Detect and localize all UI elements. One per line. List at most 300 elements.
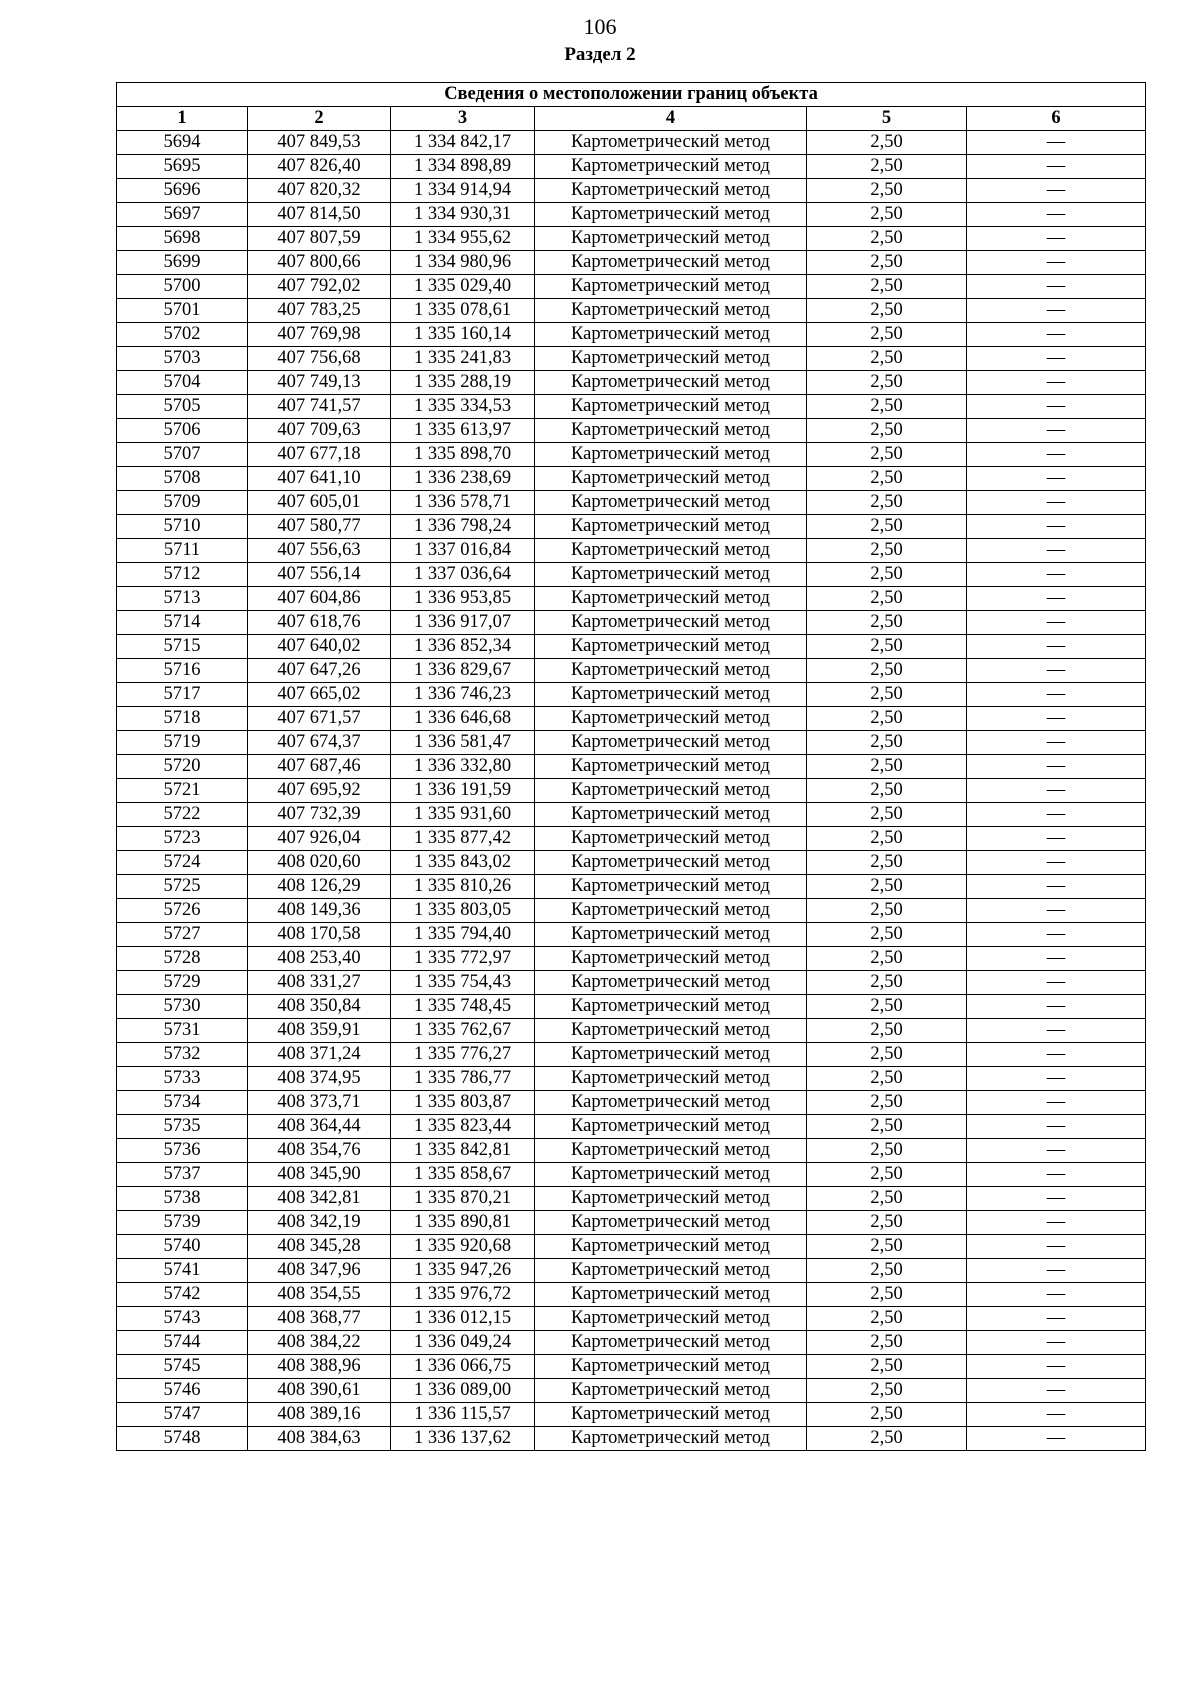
point-number-cell: 5710 — [117, 515, 248, 539]
method-cell: Картометрический метод — [535, 1355, 807, 1379]
description-cell: — — [967, 1187, 1146, 1211]
point-number-cell: 5724 — [117, 851, 248, 875]
x-coordinate-cell: 407 820,32 — [248, 179, 391, 203]
accuracy-cell: 2,50 — [807, 875, 967, 899]
accuracy-cell: 2,50 — [807, 179, 967, 203]
table-row — [117, 683, 1146, 707]
method-cell: Картометрический метод — [535, 371, 807, 395]
description-cell: — — [967, 227, 1146, 251]
y-coordinate-cell: 1 336 191,59 — [391, 779, 535, 803]
description-cell: — — [967, 419, 1146, 443]
page-number: 106 — [583, 14, 617, 39]
point-number-cell: 5716 — [117, 659, 248, 683]
accuracy-cell: 2,50 — [807, 443, 967, 467]
method-cell: Картометрический метод — [535, 923, 807, 947]
accuracy-cell: 2,50 — [807, 971, 967, 995]
x-coordinate-cell: 408 388,96 — [248, 1355, 391, 1379]
point-number-cell: 5735 — [117, 1115, 248, 1139]
table-row — [117, 947, 1146, 971]
y-coordinate-cell: 1 334 842,17 — [391, 131, 535, 155]
y-coordinate-cell: 1 336 332,80 — [391, 755, 535, 779]
y-coordinate-cell: 1 336 049,24 — [391, 1331, 535, 1355]
accuracy-cell: 2,50 — [807, 923, 967, 947]
x-coordinate-cell: 407 926,04 — [248, 827, 391, 851]
x-coordinate-cell: 408 020,60 — [248, 851, 391, 875]
description-cell: — — [967, 683, 1146, 707]
point-number-cell: 5747 — [117, 1403, 248, 1427]
table-row — [117, 659, 1146, 683]
method-cell: Картометрический метод — [535, 395, 807, 419]
table-row — [117, 827, 1146, 851]
table-row — [117, 395, 1146, 419]
description-cell: — — [967, 1355, 1146, 1379]
description-cell: — — [967, 707, 1146, 731]
method-cell: Картометрический метод — [535, 539, 807, 563]
method-cell: Картометрический метод — [535, 1139, 807, 1163]
table-row — [117, 1091, 1146, 1115]
x-coordinate-cell: 407 769,98 — [248, 323, 391, 347]
y-coordinate-cell: 1 335 890,81 — [391, 1211, 535, 1235]
x-coordinate-cell: 407 749,13 — [248, 371, 391, 395]
x-coordinate-cell: 408 384,22 — [248, 1331, 391, 1355]
x-coordinate-cell: 407 671,57 — [248, 707, 391, 731]
table-row — [117, 1019, 1146, 1043]
method-cell: Картометрический метод — [535, 419, 807, 443]
y-coordinate-cell: 1 335 898,70 — [391, 443, 535, 467]
accuracy-cell: 2,50 — [807, 611, 967, 635]
method-cell: Картометрический метод — [535, 1211, 807, 1235]
y-coordinate-cell: 1 335 029,40 — [391, 275, 535, 299]
y-coordinate-cell: 1 335 776,27 — [391, 1043, 535, 1067]
method-cell: Картометрический метод — [535, 1235, 807, 1259]
method-cell: Картометрический метод — [535, 779, 807, 803]
description-cell: — — [967, 1235, 1146, 1259]
method-cell: Картометрический метод — [535, 1331, 807, 1355]
point-number-cell: 5712 — [117, 563, 248, 587]
table-row — [117, 155, 1146, 179]
method-cell: Картометрический метод — [535, 659, 807, 683]
point-number-cell: 5703 — [117, 347, 248, 371]
table-row — [117, 1067, 1146, 1091]
point-number-cell: 5714 — [117, 611, 248, 635]
description-cell: — — [967, 995, 1146, 1019]
x-coordinate-cell: 408 331,27 — [248, 971, 391, 995]
x-coordinate-cell: 408 342,19 — [248, 1211, 391, 1235]
accuracy-cell: 2,50 — [807, 1019, 967, 1043]
y-coordinate-cell: 1 336 089,00 — [391, 1379, 535, 1403]
x-coordinate-cell: 407 826,40 — [248, 155, 391, 179]
table-row — [117, 203, 1146, 227]
method-cell: Картометрический метод — [535, 635, 807, 659]
accuracy-cell: 2,50 — [807, 299, 967, 323]
description-cell: — — [967, 1379, 1146, 1403]
table-row — [117, 1307, 1146, 1331]
description-cell: — — [967, 1211, 1146, 1235]
point-number-cell: 5701 — [117, 299, 248, 323]
y-coordinate-cell: 1 336 646,68 — [391, 707, 535, 731]
table-row — [117, 539, 1146, 563]
accuracy-cell: 2,50 — [807, 1187, 967, 1211]
point-number-cell: 5734 — [117, 1091, 248, 1115]
y-coordinate-cell: 1 337 016,84 — [391, 539, 535, 563]
point-number-cell: 5705 — [117, 395, 248, 419]
table-row — [117, 1235, 1146, 1259]
table-row — [117, 1283, 1146, 1307]
method-cell: Картометрический метод — [535, 1091, 807, 1115]
y-coordinate-cell: 1 336 953,85 — [391, 587, 535, 611]
point-number-cell: 5740 — [117, 1235, 248, 1259]
point-number-cell: 5733 — [117, 1067, 248, 1091]
y-coordinate-cell: 1 335 288,19 — [391, 371, 535, 395]
accuracy-cell: 2,50 — [807, 1331, 967, 1355]
point-number-cell: 5706 — [117, 419, 248, 443]
point-number-cell: 5711 — [117, 539, 248, 563]
method-cell: Картометрический метод — [535, 251, 807, 275]
accuracy-cell: 2,50 — [807, 1139, 967, 1163]
method-cell: Картометрический метод — [535, 275, 807, 299]
method-cell: Картометрический метод — [535, 803, 807, 827]
description-cell: — — [967, 731, 1146, 755]
table-row — [117, 371, 1146, 395]
x-coordinate-cell: 407 807,59 — [248, 227, 391, 251]
table-row — [117, 467, 1146, 491]
point-number-cell: 5695 — [117, 155, 248, 179]
point-number-cell: 5748 — [117, 1427, 248, 1451]
point-number-cell: 5694 — [117, 131, 248, 155]
point-number-cell: 5702 — [117, 323, 248, 347]
accuracy-cell: 2,50 — [807, 371, 967, 395]
table-row — [117, 443, 1146, 467]
y-coordinate-cell: 1 335 931,60 — [391, 803, 535, 827]
accuracy-cell: 2,50 — [807, 899, 967, 923]
table-row — [117, 347, 1146, 371]
description-cell: — — [967, 1091, 1146, 1115]
point-number-cell: 5738 — [117, 1187, 248, 1211]
accuracy-cell: 2,50 — [807, 1091, 967, 1115]
method-cell: Картометрический метод — [535, 731, 807, 755]
y-coordinate-cell: 1 336 581,47 — [391, 731, 535, 755]
table-row — [117, 1331, 1146, 1355]
accuracy-cell: 2,50 — [807, 1163, 967, 1187]
method-cell: Картометрический метод — [535, 1115, 807, 1139]
table-row — [117, 491, 1146, 515]
x-coordinate-cell: 407 605,01 — [248, 491, 391, 515]
method-cell: Картометрический метод — [535, 707, 807, 731]
table-row — [117, 1115, 1146, 1139]
method-cell: Картометрический метод — [535, 179, 807, 203]
table-row — [117, 1403, 1146, 1427]
point-number-cell: 5743 — [117, 1307, 248, 1331]
y-coordinate-cell: 1 335 976,72 — [391, 1283, 535, 1307]
y-coordinate-cell: 1 335 794,40 — [391, 923, 535, 947]
y-coordinate-cell: 1 336 012,15 — [391, 1307, 535, 1331]
point-number-cell: 5741 — [117, 1259, 248, 1283]
x-coordinate-cell: 408 350,84 — [248, 995, 391, 1019]
accuracy-cell: 2,50 — [807, 707, 967, 731]
method-cell: Картометрический метод — [535, 755, 807, 779]
x-coordinate-cell: 407 641,10 — [248, 467, 391, 491]
description-cell: — — [967, 443, 1146, 467]
x-coordinate-cell: 407 814,50 — [248, 203, 391, 227]
description-cell: — — [967, 539, 1146, 563]
table-row — [117, 899, 1146, 923]
x-coordinate-cell: 407 849,53 — [248, 131, 391, 155]
x-coordinate-cell: 408 347,96 — [248, 1259, 391, 1283]
method-cell: Картометрический метод — [535, 611, 807, 635]
accuracy-cell: 2,50 — [807, 1403, 967, 1427]
table-row — [117, 1139, 1146, 1163]
table-row — [117, 731, 1146, 755]
y-coordinate-cell: 1 336 798,24 — [391, 515, 535, 539]
y-coordinate-cell: 1 337 036,64 — [391, 563, 535, 587]
table-row — [117, 515, 1146, 539]
y-coordinate-cell: 1 336 852,34 — [391, 635, 535, 659]
x-coordinate-cell: 408 345,90 — [248, 1163, 391, 1187]
x-coordinate-cell: 408 345,28 — [248, 1235, 391, 1259]
table-row — [117, 323, 1146, 347]
x-coordinate-cell: 407 709,63 — [248, 419, 391, 443]
table-row — [117, 587, 1146, 611]
accuracy-cell: 2,50 — [807, 131, 967, 155]
y-coordinate-cell: 1 334 898,89 — [391, 155, 535, 179]
accuracy-cell: 2,50 — [807, 731, 967, 755]
x-coordinate-cell: 407 741,57 — [248, 395, 391, 419]
point-number-cell: 5731 — [117, 1019, 248, 1043]
description-cell: — — [967, 1259, 1146, 1283]
description-cell: — — [967, 875, 1146, 899]
description-cell: — — [967, 1331, 1146, 1355]
accuracy-cell: 2,50 — [807, 1355, 967, 1379]
y-coordinate-cell: 1 335 843,02 — [391, 851, 535, 875]
accuracy-cell: 2,50 — [807, 515, 967, 539]
x-coordinate-cell: 407 687,46 — [248, 755, 391, 779]
x-coordinate-cell: 407 556,14 — [248, 563, 391, 587]
point-number-cell: 5726 — [117, 899, 248, 923]
description-cell: — — [967, 323, 1146, 347]
description-cell: — — [967, 395, 1146, 419]
accuracy-cell: 2,50 — [807, 587, 967, 611]
y-coordinate-cell: 1 335 160,14 — [391, 323, 535, 347]
y-coordinate-cell: 1 334 955,62 — [391, 227, 535, 251]
x-coordinate-cell: 407 665,02 — [248, 683, 391, 707]
method-cell: Картометрический метод — [535, 443, 807, 467]
accuracy-cell: 2,50 — [807, 947, 967, 971]
method-cell: Картометрический метод — [535, 227, 807, 251]
description-cell: — — [967, 179, 1146, 203]
y-coordinate-cell: 1 335 786,77 — [391, 1067, 535, 1091]
accuracy-cell: 2,50 — [807, 275, 967, 299]
description-cell: — — [967, 1139, 1146, 1163]
point-number-cell: 5723 — [117, 827, 248, 851]
table-row — [117, 779, 1146, 803]
accuracy-cell: 2,50 — [807, 1043, 967, 1067]
y-coordinate-cell: 1 335 078,61 — [391, 299, 535, 323]
point-number-cell: 5718 — [117, 707, 248, 731]
accuracy-cell: 2,50 — [807, 1283, 967, 1307]
method-cell: Картометрический метод — [535, 1043, 807, 1067]
description-cell: — — [967, 755, 1146, 779]
table-row — [117, 995, 1146, 1019]
y-coordinate-cell: 1 336 746,23 — [391, 683, 535, 707]
description-cell: — — [967, 203, 1146, 227]
column-number: 4 — [535, 107, 807, 131]
point-number-cell: 5698 — [117, 227, 248, 251]
accuracy-cell: 2,50 — [807, 1235, 967, 1259]
y-coordinate-cell: 1 336 066,75 — [391, 1355, 535, 1379]
point-number-cell: 5715 — [117, 635, 248, 659]
description-cell: — — [967, 1067, 1146, 1091]
point-number-cell: 5720 — [117, 755, 248, 779]
x-coordinate-cell: 408 368,77 — [248, 1307, 391, 1331]
y-coordinate-cell: 1 336 829,67 — [391, 659, 535, 683]
y-coordinate-cell: 1 334 980,96 — [391, 251, 535, 275]
y-coordinate-cell: 1 335 870,21 — [391, 1187, 535, 1211]
table-row — [117, 803, 1146, 827]
x-coordinate-cell: 408 389,16 — [248, 1403, 391, 1427]
accuracy-cell: 2,50 — [807, 683, 967, 707]
point-number-cell: 5700 — [117, 275, 248, 299]
description-cell: — — [967, 299, 1146, 323]
column-number: 2 — [248, 107, 391, 131]
y-coordinate-cell: 1 335 748,45 — [391, 995, 535, 1019]
description-cell: — — [967, 587, 1146, 611]
description-cell: — — [967, 563, 1146, 587]
method-cell: Картометрический метод — [535, 1067, 807, 1091]
x-coordinate-cell: 407 618,76 — [248, 611, 391, 635]
x-coordinate-cell: 407 580,77 — [248, 515, 391, 539]
column-number: 1 — [117, 107, 248, 131]
description-cell: — — [967, 1283, 1146, 1307]
accuracy-cell: 2,50 — [807, 827, 967, 851]
table-row — [117, 923, 1146, 947]
y-coordinate-cell: 1 335 920,68 — [391, 1235, 535, 1259]
point-number-cell: 5732 — [117, 1043, 248, 1067]
table-row — [117, 419, 1146, 443]
method-cell: Картометрический метод — [535, 1379, 807, 1403]
point-number-cell: 5728 — [117, 947, 248, 971]
table-row — [117, 875, 1146, 899]
point-number-cell: 5709 — [117, 491, 248, 515]
y-coordinate-cell: 1 336 578,71 — [391, 491, 535, 515]
method-cell: Картометрический метод — [535, 347, 807, 371]
x-coordinate-cell: 408 359,91 — [248, 1019, 391, 1043]
table-row — [117, 179, 1146, 203]
table-row — [117, 1163, 1146, 1187]
y-coordinate-cell: 1 335 754,43 — [391, 971, 535, 995]
method-cell: Картометрический метод — [535, 155, 807, 179]
method-cell: Картометрический метод — [535, 683, 807, 707]
y-coordinate-cell: 1 334 914,94 — [391, 179, 535, 203]
description-cell: — — [967, 803, 1146, 827]
table-row — [117, 635, 1146, 659]
description-cell: — — [967, 131, 1146, 155]
point-number-cell: 5699 — [117, 251, 248, 275]
x-coordinate-cell: 407 732,39 — [248, 803, 391, 827]
method-cell: Картометрический метод — [535, 1163, 807, 1187]
method-cell: Картометрический метод — [535, 323, 807, 347]
x-coordinate-cell: 408 126,29 — [248, 875, 391, 899]
column-number: 5 — [807, 107, 967, 131]
y-coordinate-cell: 1 335 858,67 — [391, 1163, 535, 1187]
y-coordinate-cell: 1 334 930,31 — [391, 203, 535, 227]
method-cell: Картометрический метод — [535, 1259, 807, 1283]
table-row — [117, 1427, 1146, 1451]
table-row — [117, 611, 1146, 635]
table-body — [117, 131, 1146, 1451]
accuracy-cell: 2,50 — [807, 155, 967, 179]
accuracy-cell: 2,50 — [807, 851, 967, 875]
x-coordinate-cell: 407 792,02 — [248, 275, 391, 299]
description-cell: — — [967, 1307, 1146, 1331]
x-coordinate-cell: 408 253,40 — [248, 947, 391, 971]
point-number-cell: 5744 — [117, 1331, 248, 1355]
table-row — [117, 227, 1146, 251]
method-cell: Картометрический метод — [535, 515, 807, 539]
x-coordinate-cell: 407 783,25 — [248, 299, 391, 323]
description-cell: — — [967, 659, 1146, 683]
method-cell: Картометрический метод — [535, 995, 807, 1019]
column-number-row — [117, 107, 1146, 131]
x-coordinate-cell: 408 371,24 — [248, 1043, 391, 1067]
accuracy-cell: 2,50 — [807, 1115, 967, 1139]
table-row — [117, 563, 1146, 587]
x-coordinate-cell: 408 374,95 — [248, 1067, 391, 1091]
method-cell: Картометрический метод — [535, 491, 807, 515]
y-coordinate-cell: 1 335 877,42 — [391, 827, 535, 851]
description-cell: — — [967, 275, 1146, 299]
point-number-cell: 5742 — [117, 1283, 248, 1307]
accuracy-cell: 2,50 — [807, 227, 967, 251]
x-coordinate-cell: 407 647,26 — [248, 659, 391, 683]
y-coordinate-cell: 1 336 238,69 — [391, 467, 535, 491]
table-row — [117, 275, 1146, 299]
y-coordinate-cell: 1 336 115,57 — [391, 1403, 535, 1427]
point-number-cell: 5719 — [117, 731, 248, 755]
description-cell: — — [967, 1043, 1146, 1067]
point-number-cell: 5713 — [117, 587, 248, 611]
description-cell: — — [967, 491, 1146, 515]
table-row — [117, 299, 1146, 323]
method-cell: Картометрический метод — [535, 947, 807, 971]
accuracy-cell: 2,50 — [807, 803, 967, 827]
accuracy-cell: 2,50 — [807, 1427, 967, 1451]
accuracy-cell: 2,50 — [807, 1211, 967, 1235]
accuracy-cell: 2,50 — [807, 995, 967, 1019]
description-cell: — — [967, 515, 1146, 539]
description-cell: — — [967, 1427, 1146, 1451]
y-coordinate-cell: 1 335 762,67 — [391, 1019, 535, 1043]
description-cell: — — [967, 347, 1146, 371]
accuracy-cell: 2,50 — [807, 539, 967, 563]
point-number-cell: 5696 — [117, 179, 248, 203]
accuracy-cell: 2,50 — [807, 755, 967, 779]
accuracy-cell: 2,50 — [807, 1307, 967, 1331]
table-row — [117, 1355, 1146, 1379]
x-coordinate-cell: 408 342,81 — [248, 1187, 391, 1211]
description-cell: — — [967, 1115, 1146, 1139]
table-caption: Сведения о местоположении границ объекта — [117, 83, 1146, 107]
table-row — [117, 1379, 1146, 1403]
point-number-cell: 5704 — [117, 371, 248, 395]
point-number-cell: 5708 — [117, 467, 248, 491]
method-cell: Картометрический метод — [535, 899, 807, 923]
point-number-cell: 5730 — [117, 995, 248, 1019]
y-coordinate-cell: 1 335 334,53 — [391, 395, 535, 419]
table-row — [117, 251, 1146, 275]
method-cell: Картометрический метод — [535, 971, 807, 995]
accuracy-cell: 2,50 — [807, 203, 967, 227]
y-coordinate-cell: 1 335 803,05 — [391, 899, 535, 923]
